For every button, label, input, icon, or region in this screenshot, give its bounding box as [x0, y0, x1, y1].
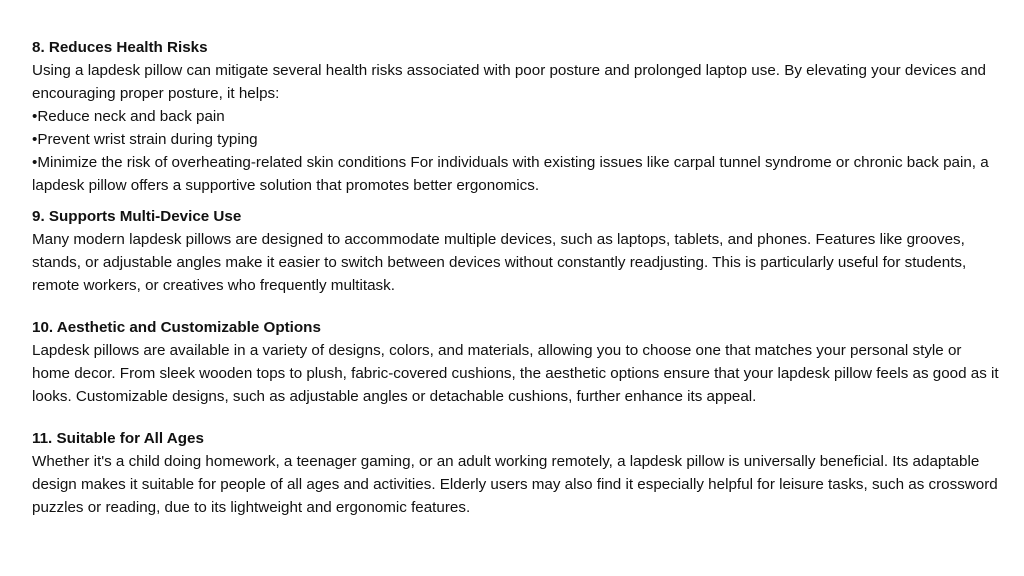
spacer — [32, 297, 1000, 316]
section-heading: 10. Aesthetic and Customizable Options — [32, 319, 321, 336]
section-reduces-health-risks — [32, 36, 1000, 197]
section-aesthetic-options — [32, 316, 1000, 408]
slide-content — [32, 36, 1000, 519]
bullet-item: •Reduce neck and back pain — [32, 108, 225, 125]
section-all-ages — [32, 427, 1000, 519]
section-heading: 9. Supports Multi-Device Use — [32, 208, 242, 225]
section-body: Many modern lapdesk pillows are designed to accommodate multiple devices, such as laptops, tablets, and phones. Features like grooves, stands, or adjustable angles make it easier to switch between devices without constantly readjusting. This is particularly useful for students, remote workers, or creatives who frequently multitask. — [32, 231, 967, 294]
section-heading: 11. Suitable for All Ages — [32, 430, 204, 447]
section-heading: 8. Reduces Health Risks — [32, 39, 208, 56]
section-intro: Using a lapdesk pillow can mitigate several health risks associated with poor posture and prolonged laptop use. By elevating your devices and encouraging proper posture, it helps: — [32, 62, 986, 102]
spacer — [32, 197, 1000, 205]
section-body: Whether it's a child doing homework, a teenager gaming, or an adult working remotely, a lapdesk pillow is universally beneficial. Its adaptable design makes it suitable for people of all ages and activities. Elderly users may also find it especially helpful for leisure tasks, such as crossword puzzles or reading, due to its lightweight and ergonomic features. — [32, 453, 998, 516]
section-body: Lapdesk pillows are available in a variety of designs, colors, and materials, allowing you to choose one that matches your personal style or home decor. From sleek wooden tops to plush, fabric-covered cushions, the aesthetic options ensure that your lapdesk pillow feels as good as it looks. Customizable designs, such as adjustable angles or detachable cushions, further enhance its appeal. — [32, 342, 999, 405]
spacer — [32, 408, 1000, 427]
section-multi-device — [32, 205, 1000, 297]
bullet-item: •Minimize the risk of overheating-related skin conditions For individuals with existing issues like carpal tunnel syndrome or chronic back pain, a lapdesk pillow offers a supportive solution that promotes better ergonomics. — [32, 154, 989, 194]
bullet-item: •Prevent wrist strain during typing — [32, 131, 258, 148]
